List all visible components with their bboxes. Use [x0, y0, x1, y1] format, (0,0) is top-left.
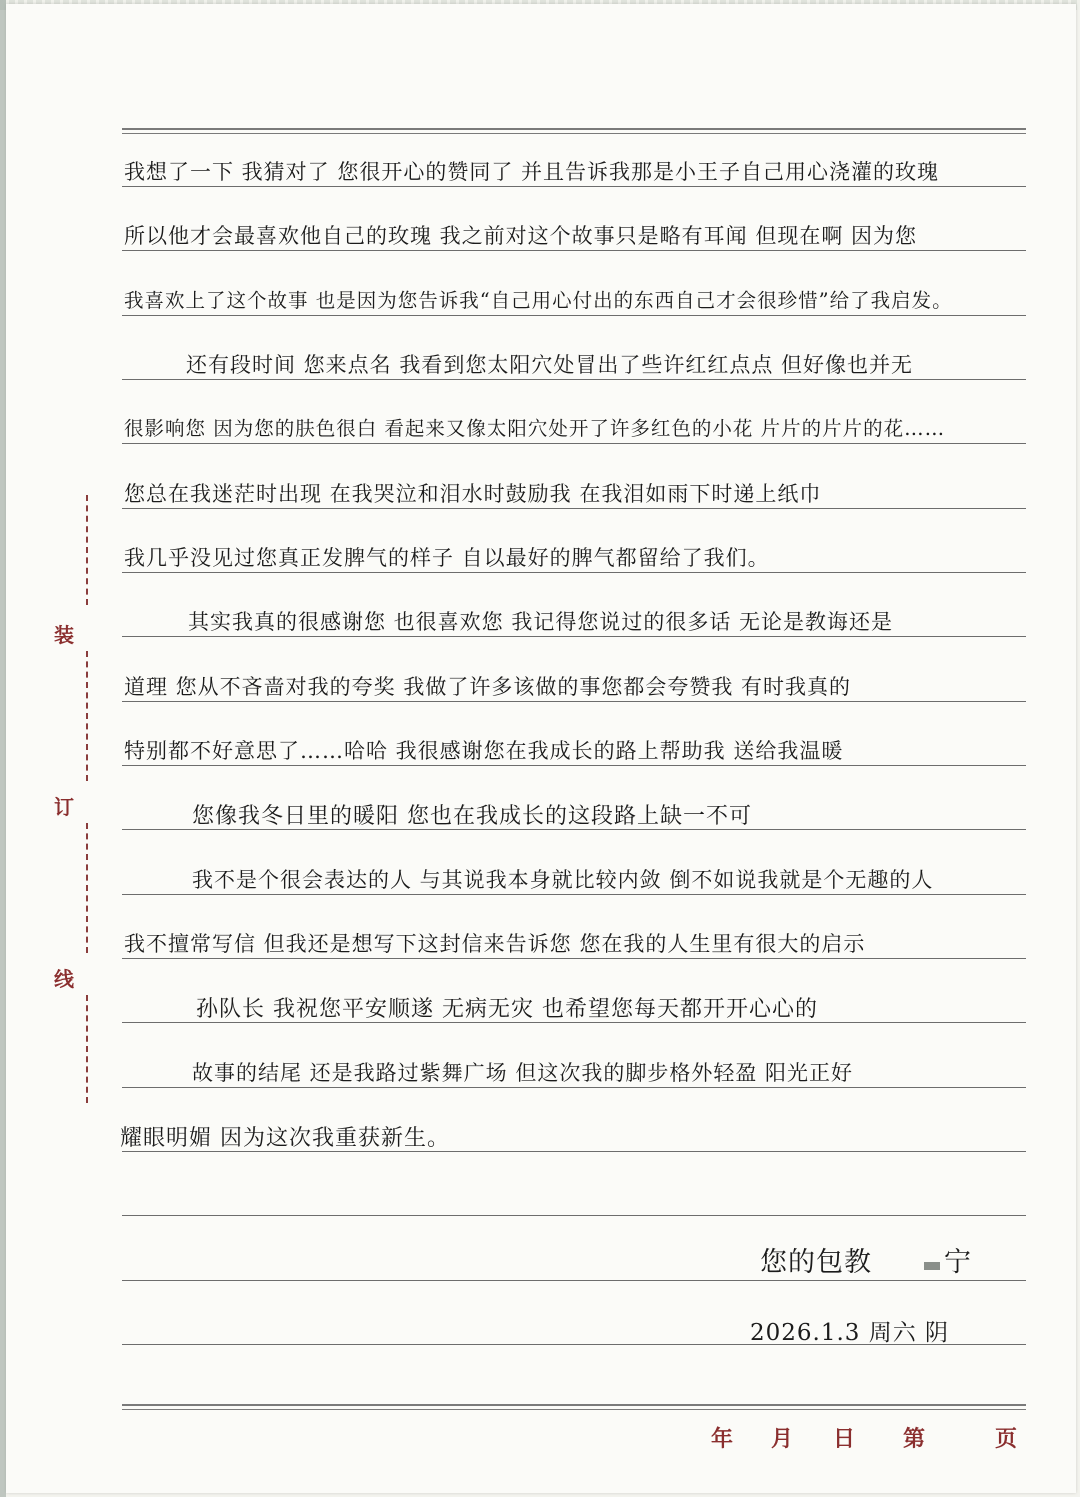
ruled-line	[122, 958, 1026, 959]
binding-dash-line	[86, 495, 88, 605]
binding-dash-line	[86, 823, 88, 953]
letter-line: 您总在我迷茫时出现 在我哭泣和泪水时鼓励我 在我泪如雨下时递上纸巾	[124, 482, 822, 506]
letter-line: 还有段时间 您来点名 我看到您太阳穴处冒出了些许红红点点 但好像也并无	[186, 353, 914, 377]
letter-line: 很影响您 因为您的肤色很白 看起来又像太阳穴处开了许多红色的小花 片片的片片的花……	[124, 417, 946, 440]
signature-name: 宁	[944, 1247, 972, 1278]
ruled-line	[122, 701, 1026, 702]
redaction-mark	[924, 1262, 940, 1270]
ruled-line	[122, 765, 1026, 766]
ruled-line	[122, 636, 1026, 637]
letter-line: 您像我冬日里的暖阳 您也在我成长的这段路上缺一不可	[192, 804, 752, 829]
binding-dash-line	[86, 995, 88, 1103]
footer-year-label: 年	[711, 1426, 734, 1452]
footer-di-label: 第	[903, 1426, 926, 1452]
letter-line: 我想了一下 我猜对了 您很开心的赞同了 并且告诉我那是小王子自己用心浇灌的玫瑰	[124, 160, 940, 184]
binding-char-zhuang: 装	[54, 623, 74, 647]
letter-line: 道理 您从不吝啬对我的夸奖 我做了许多该做的事您都会夸赞我 有时我真的	[124, 675, 852, 699]
ruled-line	[122, 572, 1026, 573]
bottom-double-rule	[122, 1404, 1026, 1406]
letter-date: 2026.1.3 周六 阴	[750, 1320, 950, 1346]
letter-line: 我几乎没见过您真正发脾气的样子 自以最好的脾气都留给了我们。	[124, 546, 770, 570]
letter-line: 耀眼明媚 因为这次我重获新生。	[120, 1126, 450, 1151]
ruled-line	[122, 315, 1026, 316]
binding-margin	[52, 495, 92, 1105]
letter-line: 特别都不好意思了……哈哈 我很感谢您在我成长的路上帮助我 送给我温暖	[124, 739, 844, 763]
ruled-line	[122, 379, 1026, 380]
ruled-line	[122, 894, 1026, 895]
ruled-line	[122, 1087, 1026, 1088]
ruled-line	[122, 186, 1026, 187]
top-double-rule	[122, 128, 1026, 130]
footer-day-label: 日	[833, 1426, 856, 1452]
ruled-line	[122, 250, 1026, 251]
binding-char-xian: 线	[54, 967, 74, 991]
ruled-line	[122, 443, 1026, 444]
binding-char-ding: 订	[54, 795, 74, 819]
paper-left-edge	[0, 0, 6, 1497]
letter-line: 所以他才会最喜欢他自己的玫瑰 我之前对这个故事只是略有耳闻 但现在啊 因为您	[124, 224, 918, 248]
ruled-line	[122, 1215, 1026, 1216]
letter-line: 故事的结尾 还是我路过紫舞广场 但这次我的脚步格外轻盈 阳光正好	[192, 1061, 854, 1085]
letter-line: 我喜欢上了这个故事 也是因为您告诉我“自己用心付出的东西自己才会很珍惜”给了我启发。	[124, 289, 953, 312]
footer-page-label: 页	[995, 1426, 1018, 1452]
letter-line: 我不是个很会表达的人 与其说我本身就比较内敛 倒不如说我就是个无趣的人	[192, 868, 934, 892]
letter-line: 我不擅常写信 但我还是想写下这封信来告诉您 您在我的人生里有很大的启示	[124, 932, 866, 956]
ruled-line	[122, 1280, 1026, 1281]
binding-dash-line	[86, 651, 88, 781]
letter-line: 其实我真的很感谢您 也很喜欢您 我记得您说过的很多话 无论是教诲还是	[188, 610, 894, 634]
letter-line: 孙队长 我祝您平安顺遂 无病无灾 也希望您每天都开开心心的	[196, 997, 818, 1022]
signature: 您的包教	[760, 1247, 872, 1278]
footer-month-label: 月	[771, 1426, 794, 1452]
ruled-line	[122, 508, 1026, 509]
